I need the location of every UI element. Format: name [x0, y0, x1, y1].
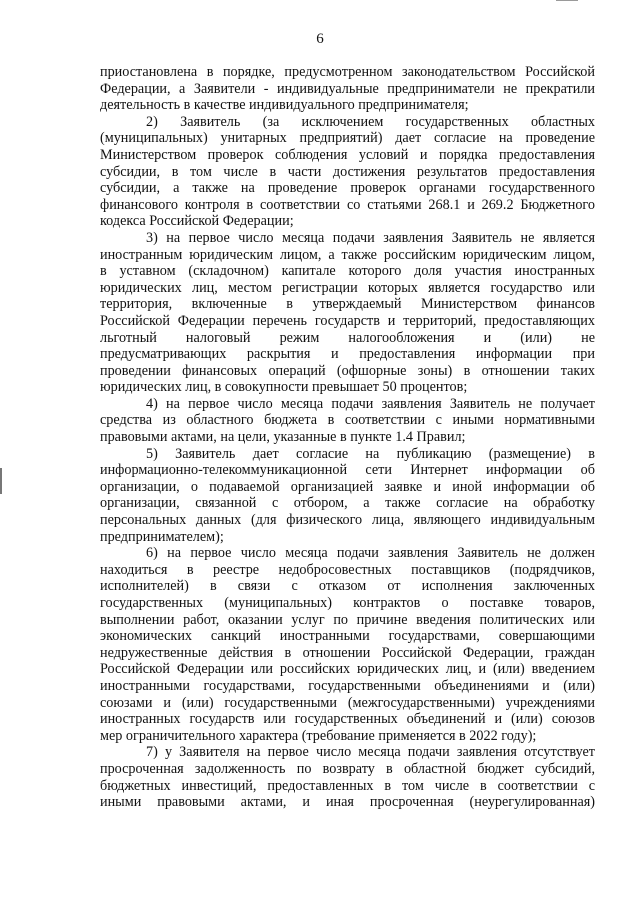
text-line: иностранных государств или государственных объединений и (или) союзов: [100, 711, 595, 728]
text-line: находиться в реестре недобросовестных поставщиков (подрядчиков,: [100, 561, 595, 578]
text-line: недружественные действия в отношении Российской Федерации, граждан: [100, 644, 595, 661]
text-line: (муниципальных) унитарных предприятий) дает согласие на проведение: [100, 130, 595, 147]
text-line: иными правовыми актами, и иная просроченная (неурегулированная): [100, 794, 595, 811]
text-line: 4) на первое число месяца подачи заявления Заявитель не получает: [146, 395, 595, 412]
text-line: мер ограничительного характера (требование применяется в 2022 году);: [100, 727, 537, 744]
text-line: территория, включенные в утверждаемый Министерством финансов: [100, 296, 595, 313]
text-line: субсидии, в том числе в части достижения результатов предоставления: [100, 163, 595, 180]
text-line: проведении финансовых операций (офшорные зоны) в отношении таких: [100, 362, 595, 379]
text-line: приостановлена в порядке, предусмотренном законодательством Российской: [100, 64, 595, 80]
text-line: экономических санкций иностранными государствами, совершающими: [100, 628, 595, 645]
text-line: предусматривающих раскрытия и предоставления информации при: [100, 346, 595, 363]
text-line: юридических лиц, местом регистрации которых является государство или: [100, 279, 595, 296]
text-line: информационно-телекоммуникационной сети Интернет информации об: [100, 462, 595, 479]
text-line: средства из областного бюджета в соответствии с иными нормативными: [100, 412, 595, 429]
scan-corner-mark: [556, 0, 578, 3]
text-line: 3) на первое число месяца подачи заявления Заявитель не является: [146, 229, 595, 246]
text-line: союзами и (или) государственными (межгосударственными) учреждениями: [100, 694, 595, 711]
text-line: субсидии, а также на проведение проверок органами государственного: [100, 180, 595, 197]
text-line: организации, связанной с отбором, а также согласие на обработку: [100, 495, 595, 512]
page-number: 6: [316, 31, 324, 47]
text-line: Министерством проверок соблюдения условий и порядка предоставления: [100, 146, 595, 163]
text-line: 5) Заявитель дает согласие на публикацию (размещение) в: [146, 445, 595, 462]
text-line: 7) у Заявителя на первое число месяца подачи заявления отсутствует: [146, 744, 595, 761]
text-line: государственных (муниципальных) контрактов о поставке товаров,: [100, 595, 595, 611]
text-line: Федерации, а Заявители - индивидуальные предприниматели не прекратили: [100, 80, 595, 97]
text-line: персональных данных (для физического лица, являющего индивидуальным: [100, 512, 595, 529]
text-line: организации, о подаваемой организацией заявке и иной информации об: [100, 478, 595, 495]
text-line: просроченная задолженность по возврату в областной бюджет субсидий,: [100, 760, 595, 777]
text-line: исполнителей) в связи с отказом от исполнения заключенных: [100, 578, 595, 595]
text-line: 2) Заявитель (за исключением государственных областных: [146, 113, 595, 130]
text-line: Российской Федерации перечень государств и территорий, предоставляющих: [100, 312, 595, 329]
text-line: Российской Федерации или российских юридических лиц, и (или) введением: [100, 661, 595, 678]
document-body-text: [100, 64, 595, 811]
text-line: правовыми актами, на цели, указанные в пункте 1.4 Правил;: [100, 429, 466, 446]
text-line: иностранными государствами, государственными объединениями и (или): [100, 677, 595, 694]
text-line: юридических лиц, в совокупности превышает 50 процентов;: [100, 379, 468, 396]
text-line: кодекса Российской Федерации;: [100, 213, 294, 230]
text-line: деятельность в качестве индивидуального предпринимателя;: [100, 97, 469, 114]
scan-edge-mark: [0, 468, 2, 494]
text-line: льготный налоговый режим налогообложения и (или) не: [100, 329, 595, 346]
text-line: в уставном (складочном) капитале которого доля участия иностранных: [100, 263, 595, 280]
text-line: выполнении работ, оказании услуг по причине введения политических или: [100, 611, 595, 628]
text-line: предпринимателем);: [100, 528, 224, 545]
text-line: 6) на первое число месяца подачи заявления Заявитель не должен: [146, 545, 595, 562]
text-line: иностранным юридическим лицом, а также российским юридическим лицом,: [100, 246, 595, 263]
text-line: финансового контроля в соответствии со статьями 268.1 и 269.2 Бюджетного: [100, 196, 595, 213]
text-line: бюджетных инвестиций, предоставленных в том числе в соответствии с: [100, 777, 595, 794]
